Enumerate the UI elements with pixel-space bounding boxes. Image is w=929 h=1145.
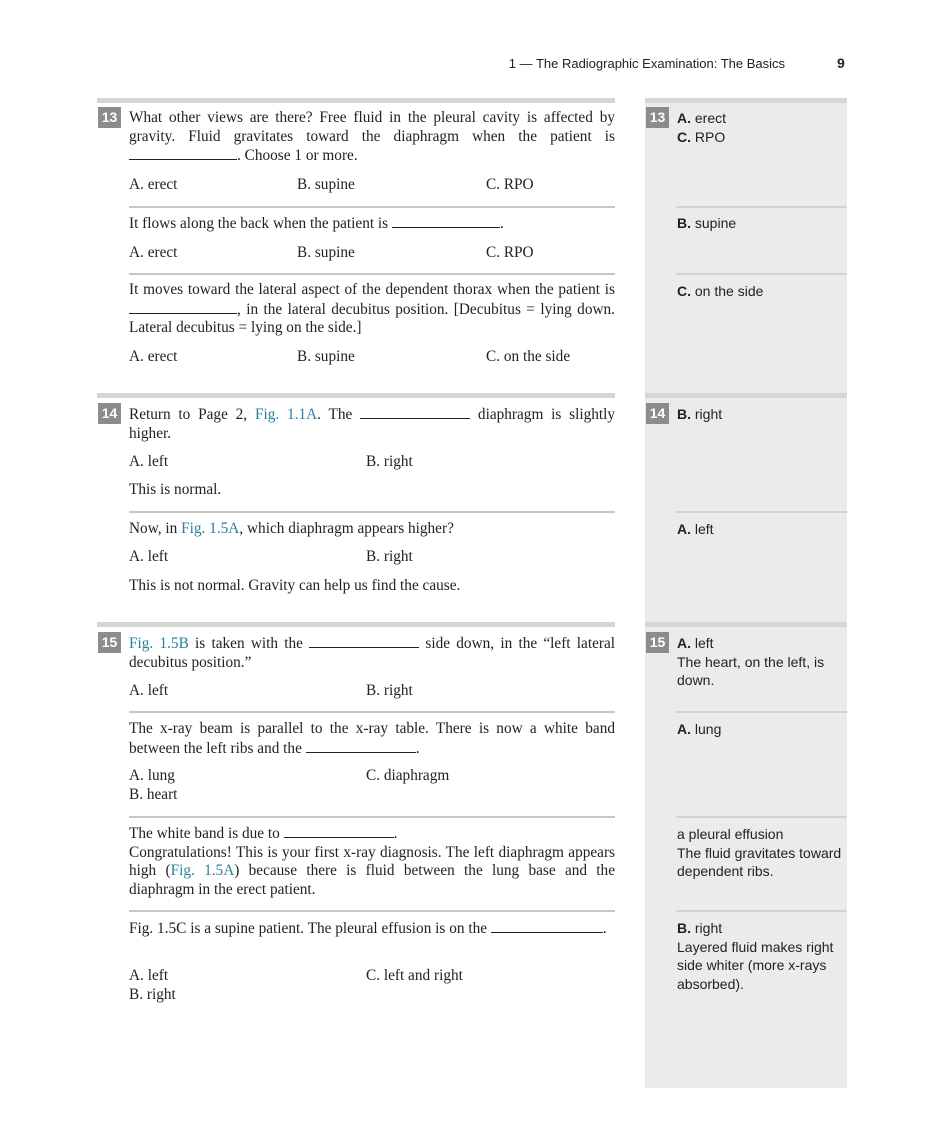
question-15-4 [129,919,615,939]
answer-blank [309,634,419,648]
option: C. diaphragm [366,767,450,784]
question-13-1 [129,109,615,166]
answer-13-3 [677,282,842,301]
question-text: . [602,920,607,937]
answer-letter: C. [677,283,691,299]
answer-15-1 [677,634,842,690]
answer-15-2 [677,720,842,739]
answer-note: Layered fluid makes right side whiter (more x-rays absorbed). [677,938,834,992]
answer-text: left [694,521,714,537]
question-14-2 [129,520,615,539]
answer-14-2 [677,520,842,539]
answer-note: The fluid gravitates toward dependent ribs. [677,844,842,879]
answer-divider [676,910,847,912]
option: A. erect [129,244,178,261]
answer-note: The heart, on the left, is down. [677,653,825,688]
figure-link[interactable]: Fig. 1.5B [129,635,189,652]
option: C. left and right [366,967,463,984]
answer-divider [676,711,847,713]
answer-13-2 [677,214,842,233]
answer-text: right [694,406,723,422]
answer-letter: A. [677,521,691,537]
option: A. lung [129,767,175,784]
question-13-2 [129,214,615,234]
note-text: This is normal. [129,481,222,498]
answer-blank [392,214,500,228]
option: A. left [129,453,169,470]
answer-text: lung [694,721,722,737]
answer-divider [676,511,847,513]
figure-link[interactable]: Fig. 1.1A [254,406,318,423]
question-text: It flows along the back when the patient is [129,215,389,232]
question-text: . Choose 1 or more. [237,147,358,164]
answer-text: erect [694,110,727,126]
question-divider [129,511,615,513]
answer-number-badge: 13 [646,107,669,128]
answer-letter: B. [677,920,691,936]
option: B. supine [297,244,355,261]
option: B. right [366,682,413,699]
question-text: Fig. 1.5C is a supine patient. The pleural effusion is on the [129,920,488,937]
answer-blank [129,146,237,160]
running-header [0,56,929,76]
answer-number-badge: 15 [646,632,669,653]
question-text: , which diaphragm appears higher? [239,520,454,537]
question-text: . [393,825,398,842]
question-divider [129,910,615,912]
answer-13-1 [677,109,842,146]
question-15-3 [129,824,615,899]
answer-letter: A. [677,110,691,126]
question-text: It moves toward the lateral aspect of the dependent thorax when the patient is [129,281,615,298]
question-15-2 [129,720,615,758]
question-text: Return to Page 2, [129,406,248,423]
question-text: The white band is due to [129,825,280,842]
page-number: 9 [837,55,845,71]
option: B. supine [297,176,355,193]
question-15-1 [129,634,615,672]
question-divider [129,206,615,208]
answer-letter: B. [677,215,691,231]
question-text: diaphragm is slightly higher. [129,406,616,442]
answer-text: right [694,920,723,936]
answer-blank [284,824,394,838]
question-divider [129,273,615,275]
answer-blank [306,739,416,753]
note-text: This is not normal. Gravity can help us find the cause. [129,577,461,594]
question-text: . The [317,406,353,423]
question-text: . [499,215,504,232]
frame-divider [97,393,615,398]
frame-divider [645,98,847,103]
question-text: . [415,739,420,757]
frame-divider [97,622,615,627]
question-14-1 [129,405,615,443]
answer-number-badge: 14 [646,403,669,424]
chapter-title: 1 — The Radiographic Examination: The Basics [508,56,785,71]
option: A. erect [129,348,178,365]
answer-divider [676,273,847,275]
question-text: is taken with the [195,635,303,652]
option: C. RPO [486,176,534,193]
answer-text: supine [694,215,737,231]
option: B. right [366,453,413,470]
frame-number-badge: 15 [98,632,121,653]
answer-text: on the side [694,283,764,299]
answer-letter: A. [677,721,691,737]
question-text: Now, in [129,520,178,537]
answer-15-4 [677,919,842,993]
answer-15-3 [677,825,842,881]
answer-letter: A. [677,635,691,651]
answer-divider [676,816,847,818]
answer-text: RPO [694,128,726,145]
option: C. RPO [486,244,534,261]
frame-divider [97,98,615,103]
question-text: , in the lateral decubitus position. [Decubitus = lying down. Lateral decubitus = lying on the side.] [129,300,615,336]
question-text: The x-ray beam is parallel to the x-ray table. There is now a white band between the left ribs and the [129,720,615,757]
figure-link[interactable]: Fig. 1.5A [181,520,240,537]
option: A. left [129,682,169,699]
option: A. left [129,548,169,565]
question-divider [129,816,615,818]
frame-number-badge: 13 [98,107,121,128]
answer-text: a pleural effusion [677,826,784,842]
option: A. left [129,967,169,984]
answer-blank [129,300,237,314]
figure-link[interactable]: Fig. 1.5A [170,862,235,879]
question-text: Congratulations! This is your first x-ray diagnosis. The left diaphragm appears high ( [129,843,615,879]
frame-divider [645,393,847,398]
option: B. supine [297,348,355,365]
answer-letter: B. [677,406,691,422]
answer-divider [676,206,847,208]
answer-text: left [694,635,714,651]
frame-divider [645,622,847,627]
answer-14-1 [677,405,842,424]
option: A. erect [129,176,178,193]
frame-number-badge: 14 [98,403,121,424]
answer-blank [491,919,603,933]
question-text: side down, in the “left lateral decubitus position.” [129,635,615,671]
question-text: ) because there is fluid between the lung base and the diaphragm in the erect patient. [129,862,615,898]
option: C. on the side [486,348,571,365]
question-divider [129,711,615,713]
question-text: What other views are there? Free fluid in the pleural cavity is affected by gravity. Fluid gravitates toward the diaphragm when the patient is [129,109,615,145]
question-13-3 [129,281,615,338]
option: B. right [366,548,413,565]
option: B. heart [129,786,178,803]
option: B. right [129,986,176,1003]
answer-letter: C. [677,128,691,145]
answer-blank [360,405,470,419]
